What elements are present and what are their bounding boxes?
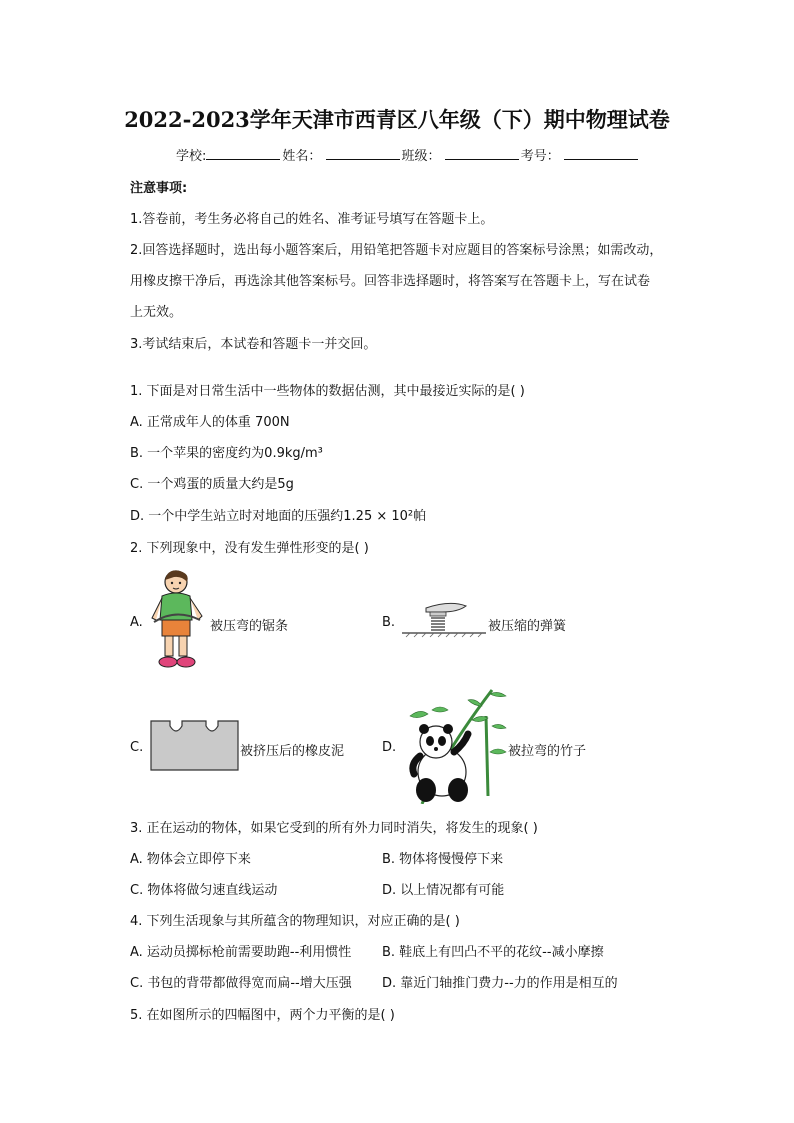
class-label: 班级： <box>401 149 441 164</box>
q5-stem: 5. 在如图所示的四幅图中，两个力平衡的是( ) <box>130 1008 395 1023</box>
q1-stem: 1. 下面是对日常生活中一些物体的数据估测，其中最接近实际的是( ) <box>130 384 525 399</box>
q2-option-d-letter[interactable]: D. <box>382 740 397 755</box>
name-label: 姓名： <box>282 149 322 164</box>
school-blank[interactable] <box>206 147 280 160</box>
q2-option-b-text: 被压缩的弹簧 <box>488 619 567 634</box>
q1-option-b[interactable]: B. 一个苹果的密度约为0.9kg/m³ <box>130 446 323 461</box>
exam-no-blank[interactable] <box>564 147 638 160</box>
class-blank[interactable] <box>445 147 519 160</box>
q2-option-a-text: 被压弯的锯条 <box>210 619 289 634</box>
q4-option-b[interactable]: B. 鞋底上有凹凸不平的花纹--减小摩擦 <box>382 945 604 960</box>
q2-option-c-text: 被挤压后的橡皮泥 <box>240 744 345 759</box>
student-info-line <box>176 145 640 164</box>
page-title: 2022-2023学年天津市西青区八年级（下）期中物理试卷 <box>124 107 670 132</box>
q2-option-c-letter[interactable]: C. <box>130 740 144 755</box>
notice-item: 用橡皮擦干净后，再选涂其他答案标号。回答非选择题时，将答案写在答题卡上，写在试卷 <box>130 274 651 289</box>
q1-option-d[interactable]: D. 一个中学生站立时对地面的压强约1.25 × 10²帕 <box>130 509 427 524</box>
q4-option-c[interactable]: C. 书包的背带都做得宽而扁--增大压强 <box>130 976 352 991</box>
q4-stem: 4. 下列生活现象与其所蕴含的物理知识，对应正确的是( ) <box>130 914 460 929</box>
notice-item: 3.考试结束后，本试卷和答题卡一并交回。 <box>130 337 377 352</box>
q2-option-b-letter[interactable]: B. <box>382 615 396 630</box>
q3-stem: 3. 正在运动的物体，如果它受到的所有外力同时消失，将发生的现象( ) <box>130 821 538 836</box>
compressed-spring-image <box>400 598 488 638</box>
notice-item: 2.回答选择题时，选出每小题答案后，用铅笔把答题卡对应题目的答案标号涂黑；如需改动， <box>130 243 663 258</box>
notice-item: 上无效。 <box>130 305 183 320</box>
q4-option-d[interactable]: D. 靠近门轴推门费力--力的作用是相互的 <box>382 976 618 991</box>
q3-option-a[interactable]: A. 物体会立即停下来 <box>130 852 251 867</box>
q1-option-a[interactable]: A. 正常成年人的体重 700N <box>130 415 290 430</box>
q2-option-a-letter[interactable]: A. <box>130 615 143 630</box>
panda-bending-bamboo-image <box>402 686 508 804</box>
pressed-plasticine-image <box>150 720 240 772</box>
q3-option-c[interactable]: C. 物体将做匀速直线运动 <box>130 883 278 898</box>
q2-option-d-text: 被拉弯的竹子 <box>508 744 587 759</box>
q1-option-c[interactable]: C. 一个鸡蛋的质量大约是5g <box>130 477 294 492</box>
q3-option-b[interactable]: B. 物体将慢慢停下来 <box>382 852 504 867</box>
q2-stem: 2. 下列现象中，没有发生弹性形变的是( ) <box>130 541 369 556</box>
school-label: 学校: <box>176 149 207 164</box>
name-blank[interactable] <box>326 147 400 160</box>
exam-no-label: 考号： <box>520 149 560 164</box>
notice-item: 1.答卷前，考生务必将自己的姓名、准考证号填写在答题卡上。 <box>130 212 494 227</box>
notice-heading: 注意事项: <box>130 181 188 196</box>
q3-option-d[interactable]: D. 以上情况都有可能 <box>382 883 505 898</box>
boy-bending-saw-image <box>146 568 210 670</box>
q4-option-a[interactable]: A. 运动员掷标枪前需要助跑--利用惯性 <box>130 945 352 960</box>
